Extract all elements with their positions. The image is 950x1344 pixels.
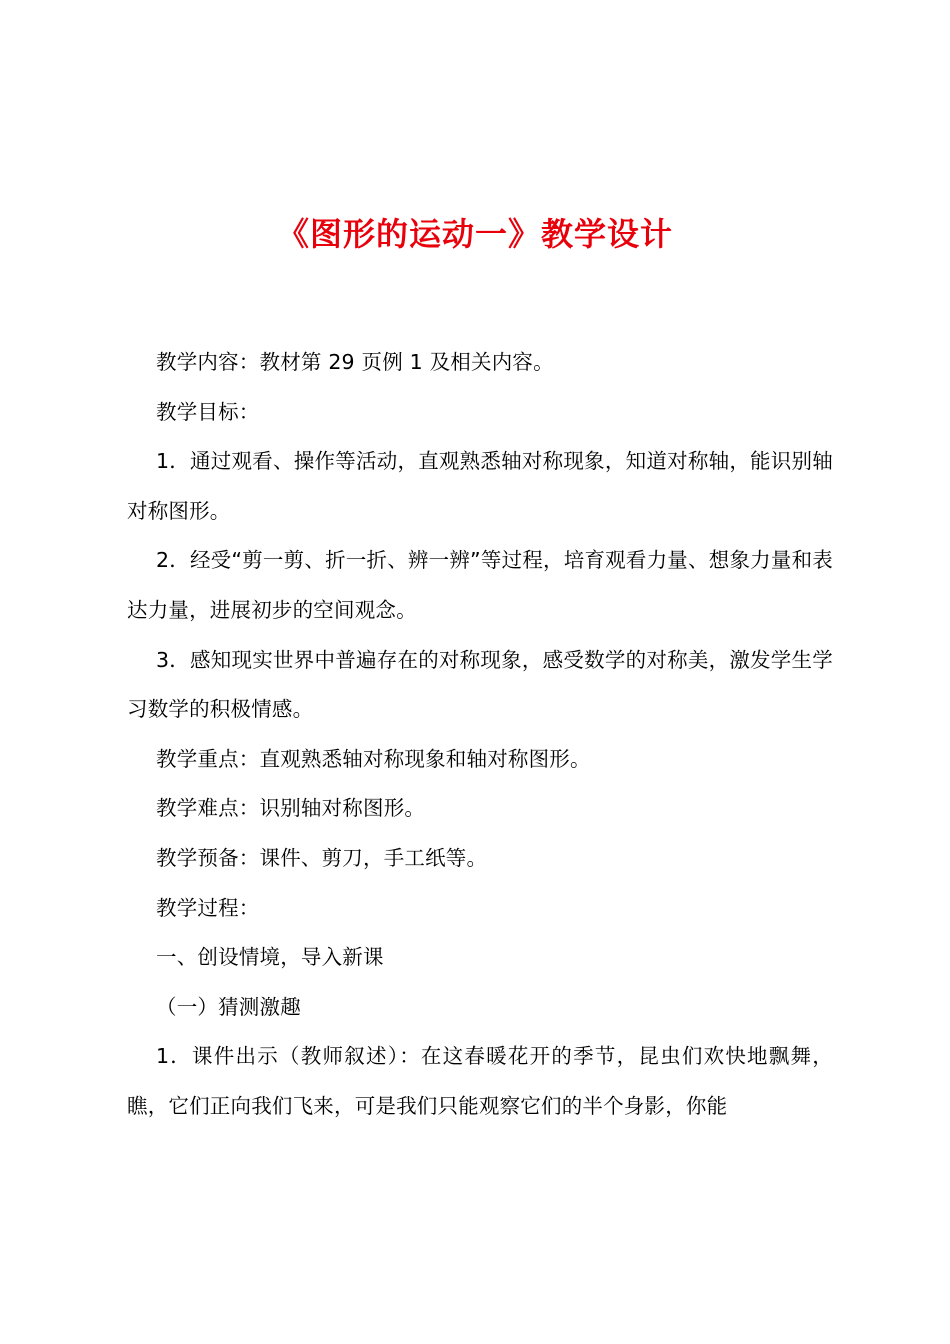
paragraph-key-points: 教学重点：直观熟悉轴对称现象和轴对称图形。	[156, 746, 591, 771]
paragraph-section-1-heading: 一、创设情境，导入新课	[156, 945, 384, 970]
document-title: 《图形的运动一》教学设计	[276, 215, 673, 253]
paragraph-teaching-content: 教学内容：教材第 29 页例 1 及相关内容。	[156, 350, 554, 374]
document-body	[127, 338, 833, 1132]
paragraph-teaching-goals-heading: 教学目标：	[156, 399, 260, 424]
paragraph-goal-2: 2．经受“剪一剪、折一折、辨一辨”等过程，培育观看力量、想象力量和表达力量，进展初步的空间观念。	[127, 548, 833, 622]
paragraph-goal-3: 3．感知现实世界中普遍存在的对称现象，感受数学的对称美，激发学生学习数学的积极情感。	[127, 647, 833, 722]
paragraph-goal-1: 1．通过观看、操作等活动，直观熟悉轴对称现象，知道对称轴，能识别轴对称图形。	[127, 449, 833, 523]
paragraph-step-1: 1．课件出示（教师叙述）：在这春暖花开的季节，昆虫们欢快地飘舞，瞧，它们正向我们飞来，可是我们只能观察它们的半个身影，你能	[127, 1044, 833, 1118]
paragraph-difficulties: 教学难点：识别轴对称图形。	[156, 796, 426, 821]
paragraph-process-heading: 教学过程：	[156, 895, 260, 920]
paragraph-subsection-1-heading: （一）猜测激趣	[156, 994, 301, 1019]
paragraph-preparation: 教学预备：课件、剪刀，手工纸等。	[156, 845, 488, 870]
